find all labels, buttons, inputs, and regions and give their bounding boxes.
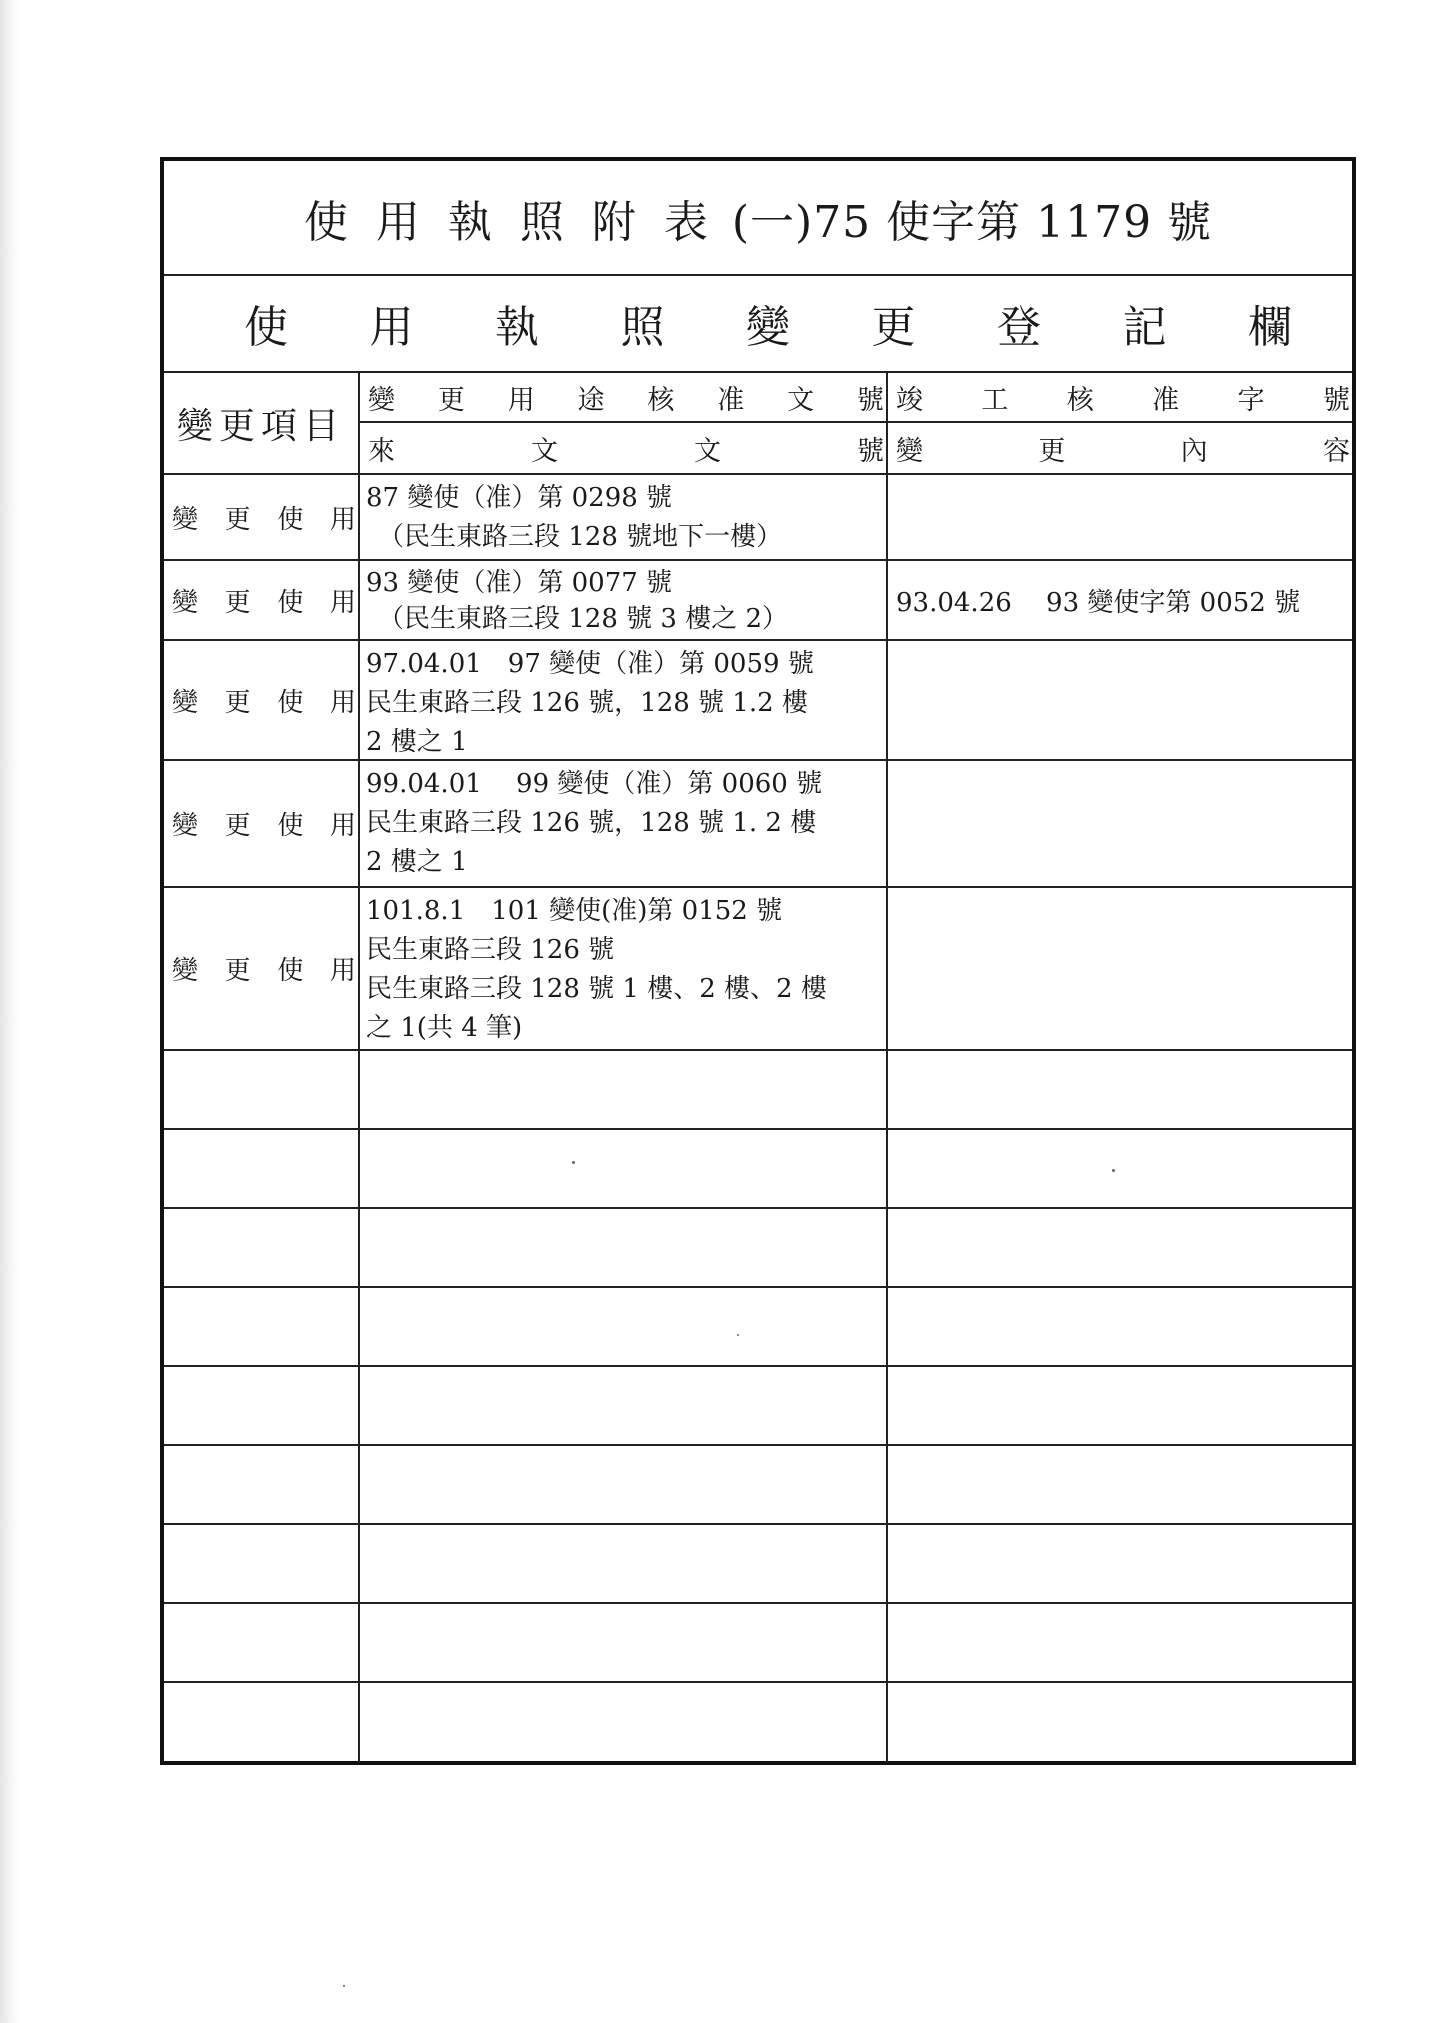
completion-cell (888, 641, 1352, 759)
completion-cell (888, 888, 1352, 1049)
approval-doc-cell (360, 1130, 888, 1207)
approval-doc-cell (360, 641, 888, 759)
header-item-char: 變 (176, 405, 219, 447)
register-char-3: 照 (620, 301, 665, 353)
item-char: 變 (172, 811, 199, 841)
item-char: 用 (329, 587, 356, 618)
doc-line: 97.04.01 97 變使（准）第 0059 號 (366, 649, 814, 679)
completion-cell (888, 1683, 1352, 1761)
title-prefix-3: 照 (519, 196, 570, 248)
header-char: 變 (368, 384, 395, 416)
doc-line: （民生東路三段 128 號 3 樓之 2） (378, 604, 789, 634)
doc-line: 99.04.01 99 變使（准）第 0060 號 (366, 769, 823, 799)
completion-cell (888, 1367, 1352, 1444)
title-prefix-1: 用 (375, 196, 426, 248)
completion-cell (888, 1051, 1352, 1128)
empty-row (164, 1604, 1352, 1683)
item-char: 變 (172, 587, 199, 618)
table-row (164, 561, 1352, 641)
header-char: 核 (647, 384, 675, 416)
completion-cell (888, 1209, 1352, 1286)
completion-cell (888, 1525, 1352, 1602)
item-char: 變 (172, 504, 199, 535)
register-char-7: 記 (1122, 301, 1167, 353)
completion-cell (888, 761, 1352, 886)
completion-cell (888, 1130, 1352, 1207)
item-char: 使 (277, 504, 304, 535)
header-char: 來 (368, 435, 395, 467)
approval-doc-cell (360, 761, 888, 886)
header-char: 工 (981, 384, 1009, 416)
header-char: 文 (787, 384, 815, 416)
register-char-4: 變 (746, 301, 790, 353)
completion-cell (888, 475, 1352, 559)
table-row (164, 641, 1352, 761)
approval-doc-cell (360, 1446, 888, 1523)
header-char: 號 (856, 384, 884, 416)
table-row (164, 888, 1352, 1051)
table-row (164, 761, 1352, 888)
header-approval-document (360, 373, 888, 475)
item-char: 使 (277, 587, 304, 618)
header-char: 文 (694, 435, 721, 467)
header-char: 內 (1180, 435, 1208, 467)
item-char: 更 (224, 587, 251, 618)
header-char: 用 (507, 384, 535, 416)
scan-edge-shadow (0, 0, 18, 2023)
doc-line: 民生東路三段 126 號 (366, 935, 615, 965)
item-char: 用 (329, 687, 356, 718)
change-item-cell (164, 1130, 360, 1207)
header-char: 准 (717, 384, 745, 416)
header-char: 變 (896, 435, 923, 467)
completion-cell (888, 1288, 1352, 1365)
item-char: 更 (224, 504, 251, 535)
doc-line: 2 樓之 1 (366, 727, 468, 757)
scan-speck (737, 1334, 739, 1336)
doc-line: （民生東路三段 128 號地下一樓） (378, 522, 783, 552)
item-char: 用 (329, 956, 356, 986)
register-char-0: 使 (244, 301, 288, 353)
header-change-content (888, 423, 1352, 473)
header-completion (888, 373, 1352, 475)
empty-row (164, 1130, 1352, 1209)
header-item-char: 目 (303, 405, 346, 447)
header-char: 核 (1066, 384, 1094, 416)
scan-speck (343, 1985, 345, 1987)
change-item-cell (164, 641, 360, 759)
register-heading (164, 274, 1352, 373)
change-item-cell (164, 1209, 360, 1286)
register-char-6: 登 (997, 301, 1041, 353)
change-item-cell (164, 1446, 360, 1523)
completion-cell (888, 1446, 1352, 1523)
header-incoming-document (360, 423, 886, 473)
change-item-cell (164, 1051, 360, 1128)
header-completion-approval (888, 373, 1352, 423)
attachment-table (160, 157, 1356, 1765)
table-title (164, 161, 1352, 276)
doc-line: 之 1(共 4 筆) (366, 1013, 523, 1043)
header-char: 號 (1322, 384, 1350, 416)
doc-line: 87 變使（准）第 0298 號 (366, 483, 673, 513)
approval-doc-cell (360, 1367, 888, 1444)
empty-row (164, 1367, 1352, 1446)
item-char: 更 (224, 811, 251, 841)
doc-line: 93 變使（准）第 0077 號 (366, 568, 673, 598)
title-prefix-4: 附 (591, 196, 642, 248)
change-item-cell (164, 561, 360, 639)
doc-line: 民生東路三段 126 號，128 號 1.2 樓 (366, 688, 808, 718)
empty-row (164, 1288, 1352, 1367)
completion-cell (888, 1604, 1352, 1681)
item-char: 變 (172, 956, 199, 986)
doc-line: 101.8.1 101 變使(准)第 0152 號 (366, 896, 783, 926)
header-char: 文 (531, 435, 558, 467)
item-char: 使 (277, 687, 304, 718)
table-row (164, 475, 1352, 561)
empty-row (164, 1683, 1352, 1761)
header-item-char: 更 (218, 405, 261, 447)
approval-doc-cell (360, 1604, 888, 1681)
approval-doc-cell (360, 1525, 888, 1602)
change-item-cell (164, 1525, 360, 1602)
header-char: 字 (1237, 384, 1265, 416)
register-char-1: 用 (369, 301, 414, 353)
header-char: 容 (1322, 435, 1350, 467)
empty-row (164, 1051, 1352, 1130)
approval-doc-cell (360, 1288, 888, 1365)
header-change-item (164, 373, 360, 475)
title-prefix-5: 表 (663, 196, 714, 248)
approval-doc-cell (360, 1209, 888, 1286)
change-item-cell (164, 1288, 360, 1365)
change-item-cell (164, 1604, 360, 1681)
header-char: 途 (577, 384, 605, 416)
item-char: 使 (277, 811, 304, 841)
title-prefix-0: 使 (303, 196, 354, 248)
header-char: 號 (857, 435, 884, 467)
item-char: 更 (224, 687, 251, 718)
item-char: 使 (277, 956, 304, 986)
header-change-use-approval (360, 373, 886, 423)
header-char: 更 (437, 384, 465, 416)
scan-speck (572, 1161, 575, 1164)
title-suffix: (一)75 使字第 1179 號 (731, 196, 1213, 248)
header-char: 更 (1038, 435, 1066, 467)
register-char-8: 欄 (1248, 301, 1292, 353)
doc-line: 民生東路三段 126 號，128 號 1. 2 樓 (366, 808, 817, 838)
header-char: 竣 (896, 384, 923, 416)
change-item-cell (164, 888, 360, 1049)
change-item-cell (164, 475, 360, 559)
approval-doc-cell (360, 475, 888, 559)
register-char-5: 更 (871, 301, 916, 353)
approval-doc-cell (360, 1051, 888, 1128)
completion-cell: 93.04.26 93 變使字第 0052 號 (896, 587, 1301, 618)
empty-row (164, 1525, 1352, 1604)
change-item-cell (164, 1367, 360, 1444)
change-item-cell (164, 1683, 360, 1761)
item-char: 用 (329, 811, 356, 841)
doc-line: 民生東路三段 128 號 1 樓、2 樓、2 樓 (366, 974, 827, 1004)
item-char: 更 (224, 956, 251, 986)
empty-row (164, 1446, 1352, 1525)
register-char-2: 執 (495, 301, 539, 353)
approval-doc-cell (360, 888, 888, 1049)
title-prefix-2: 執 (447, 196, 498, 248)
approval-doc-cell (360, 561, 888, 639)
doc-line: 2 樓之 1 (366, 847, 468, 877)
change-item-cell (164, 761, 360, 886)
header-char: 准 (1152, 384, 1180, 416)
scan-speck (1112, 1169, 1115, 1172)
approval-doc-cell (360, 1683, 888, 1761)
item-char: 用 (329, 504, 356, 535)
item-char: 變 (172, 687, 199, 718)
header-item-char: 項 (261, 405, 304, 447)
empty-row (164, 1209, 1352, 1288)
